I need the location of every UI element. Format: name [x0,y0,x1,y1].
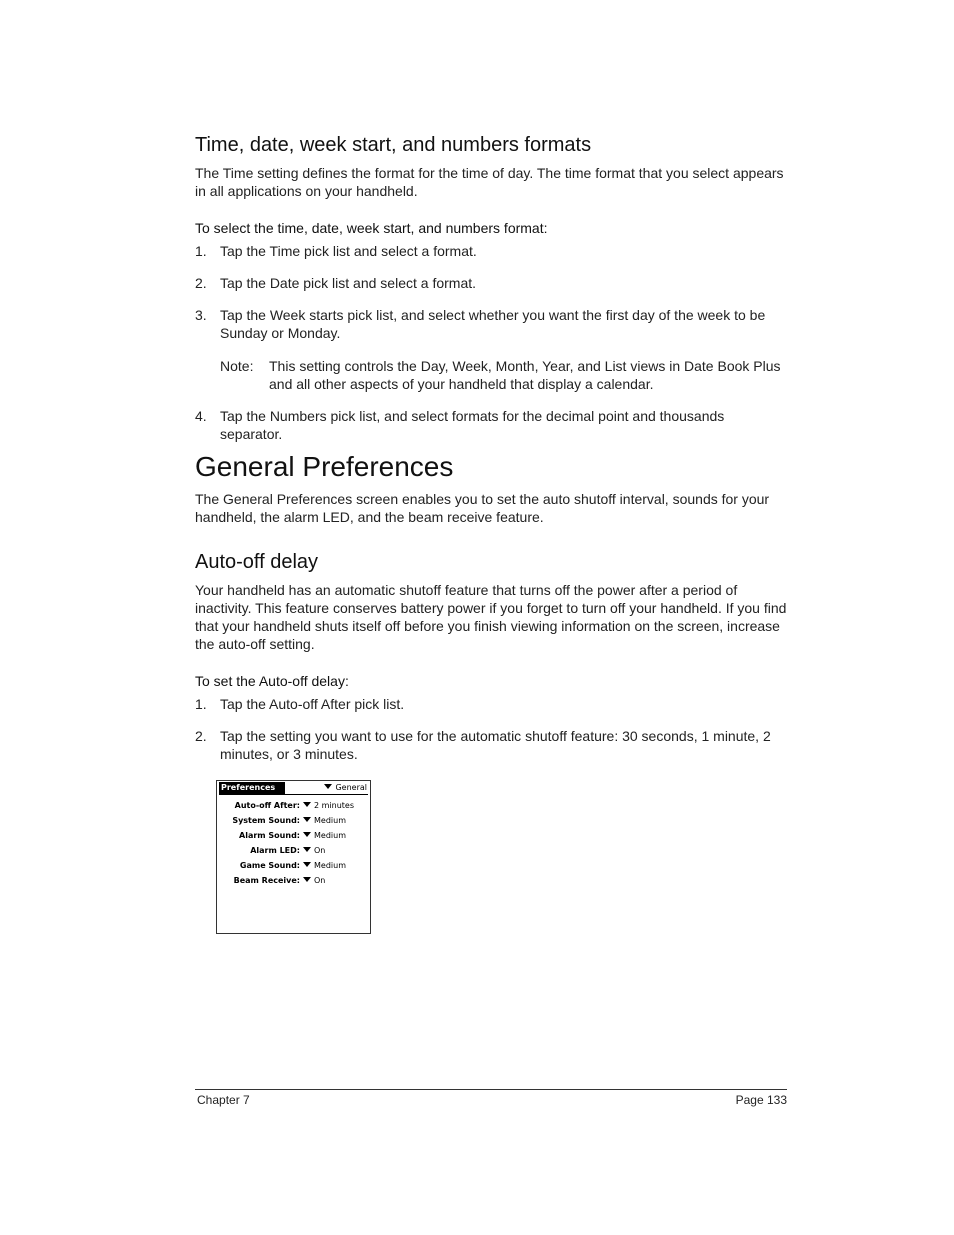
alarm-led-picker[interactable] [303,843,325,858]
palm-title-tab: Preferences [219,782,285,794]
step-number: 2. [195,728,207,744]
section-heading-general-preferences: General Preferences [195,451,454,482]
note-text: This setting controls the Day, Week, Month, Year, and List views in Date Book Plus and all other aspects of your handheld that display a calendar. [269,358,781,392]
time-formats-intro: The Time setting defines the format for the time of day. The time format that you select appears in all applications on your handheld. [195,165,784,199]
section-heading-time-formats: Time, date, week start, and numbers formats [195,134,592,156]
step-text: Tap the Date pick list and select a format. [220,275,477,291]
footer-page-number: Page 133 [735,1093,787,1107]
pref-row-auto-off [217,798,370,813]
pref-value: Medium [314,861,346,870]
pref-row-system-sound [217,813,370,828]
step-number: 2. [195,275,207,291]
auto-off-procedure: To set the Auto-off delay: [195,673,349,689]
step-number: 1. [195,696,207,712]
pref-row-game-sound [217,858,370,873]
pref-label: Alarm LED: [250,846,300,855]
game-sound-picker[interactable] [303,858,346,873]
footer-divider [195,1089,787,1090]
beam-receive-picker[interactable] [303,873,325,888]
pref-row-beam-receive [217,873,370,888]
pref-row-alarm-led [217,843,370,858]
pref-value: 2 minutes [314,801,355,810]
step-text: Tap the Auto-off After pick list. [220,696,405,712]
dropdown-triangle-icon [303,877,311,882]
pref-value: On [314,846,326,855]
step-text: Tap the Numbers pick list, and select formats for the decimal point and thousands separator. [220,408,725,442]
section-heading-auto-off: Auto-off delay [195,551,319,573]
general-preferences-intro: The General Preferences screen enables you to set the auto shutoff interval, sounds for your handheld, the alarm LED, and the beam receive feature. [195,491,770,525]
pref-label: Alarm Sound: [239,831,300,840]
pref-value: Medium [314,816,346,825]
step-text: Tap the setting you want to use for the automatic shutoff feature: 30 seconds, 1 minute, 2 minutes, or 3 minutes. [220,728,771,762]
pref-value: Medium [314,831,346,840]
pref-label: System Sound: [232,816,300,825]
time-formats-procedure: To select the time, date, week start, and numbers format: [195,220,548,236]
category-value: General [335,783,367,792]
step-number: 4. [195,408,207,424]
preferences-screenshot [216,780,371,934]
pref-label: Game Sound: [239,861,300,870]
dropdown-triangle-icon [324,784,332,789]
auto-off-intro: Your handheld has an automatic shutoff feature that turns off the power after a period of inactivity. This feature conserves battery power if you forget to turn off your handheld. If you find that your handheld shuts itself off before you finish viewing information on the screen, increase the auto-off setting. [195,582,787,652]
step-number: 1. [195,243,207,259]
system-sound-picker[interactable] [303,813,346,828]
palm-title-rule [219,794,368,795]
dropdown-triangle-icon [303,802,311,807]
pref-row-alarm-sound [217,828,370,843]
pref-label: Auto-off After: [234,801,300,810]
footer-chapter: Chapter 7 [197,1093,250,1107]
auto-off-picker[interactable] [303,798,354,813]
step-text: Tap the Time pick list and select a format. [220,243,477,259]
dropdown-triangle-icon [303,847,311,852]
step-number: 3. [195,307,207,323]
pref-label: Beam Receive: [233,876,300,885]
pref-value: On [314,876,326,885]
dropdown-triangle-icon [303,832,311,837]
alarm-sound-picker[interactable] [303,828,346,843]
note-label: Note: [220,358,254,374]
step-text: Tap the Week starts pick list, and select whether you want the first day of the week to be Sunday or Monday. [220,307,766,341]
dropdown-triangle-icon [303,817,311,822]
dropdown-triangle-icon [303,862,311,867]
category-picker[interactable] [324,782,367,794]
